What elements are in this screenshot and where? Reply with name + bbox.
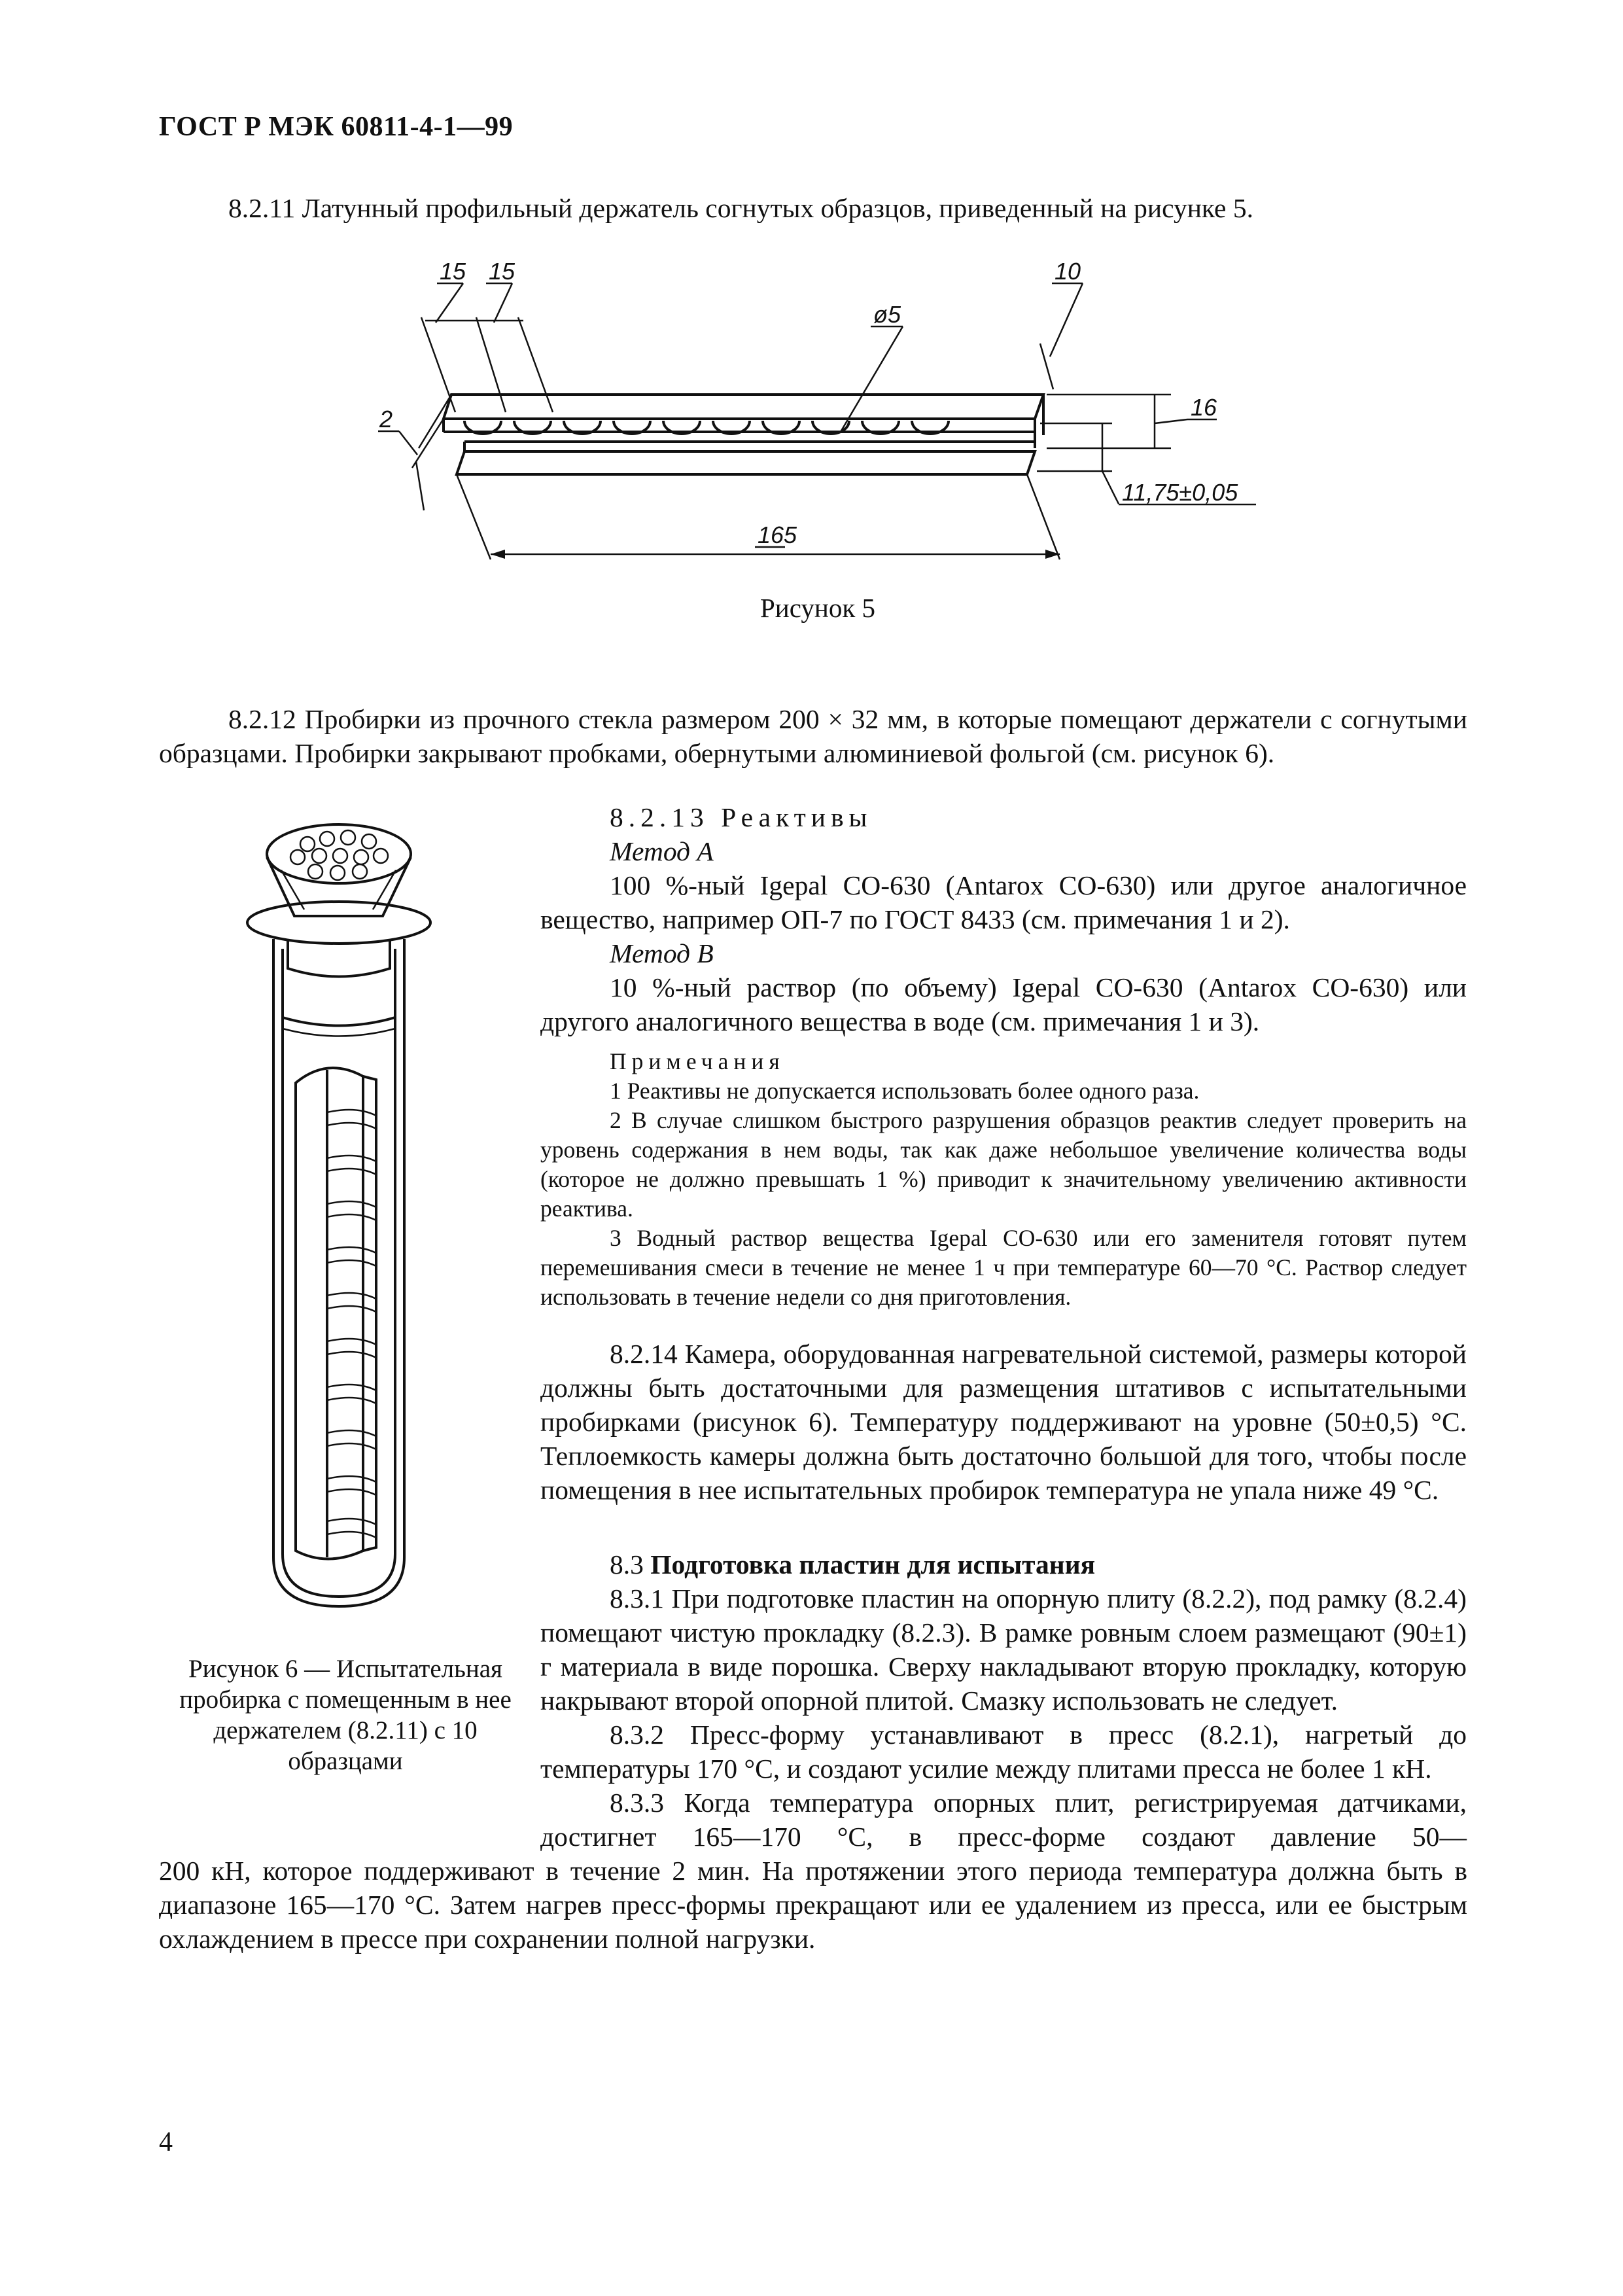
figure-5-drawing: [366, 252, 1282, 592]
method-b-text: 10 %-ный раствор (по объему) Igepal CO-630 (Antarox CO-630) или другого аналогичного вещества в воде (см. примечания 1 и 3).: [540, 972, 1467, 1036]
standard-header: ГОСТ Р МЭК 60811-4-1—99: [159, 112, 514, 142]
bent-samples: [327, 1110, 376, 1538]
method-a-text: 100 %-ный Igepal CO-630 (Antarox CO-630) или другое аналогичное вещество, например ОП-7 по ГОСТ 8433 (см. примечания 1 и 2).: [540, 870, 1467, 934]
section-8-2-12: 8.2.12 Пробирки из прочного стекла размером 200 × 32 мм, в которые помещают держатели с согнутыми образцами. Пробирки закрывают пробками, обернутыми алюминиевой фольгой (см. рисунок 6).: [159, 704, 1467, 768]
section-8-3-3-continuation: 200 кН, которое поддерживают в течение 2 мин. На протяжении этого периода температура должна быть в диапазоне 165—170 °С. Затем нагрев пресс-формы прекращают или ее удалением из пресса, или ее быстрым охлаждением в прессе при сохранении полной нагрузки.: [159, 1856, 1467, 1954]
stopper-holes: [290, 830, 388, 880]
section-8-3-number: 8.3: [610, 1549, 644, 1580]
figure-5-caption: Рисунок 5: [759, 593, 875, 623]
dim-15-a: 15: [440, 258, 466, 285]
page-number: 4: [159, 2127, 173, 2157]
dim-15-b: 15: [489, 258, 515, 285]
dim-10: 10: [1055, 258, 1081, 285]
section-8-3-title: Подготовка пластин для испытания: [650, 1549, 1096, 1580]
figure-6-caption: Рисунок 6 — Испытательная пробирка с помещенным в нее держателем (8.2.11) с 10 образцами: [179, 1655, 512, 1775]
note-3: 3 Водный раствор вещества Igepal CO-630 или его заменителя готовят путем перемешивания смеси в течение не менее 1 ч при температуре 60—70 °С. Раствор следует использовать в течение недели со дня приготовления.: [540, 1225, 1467, 1310]
note-1: 1 Реактивы не допускается использовать более одного раза.: [610, 1078, 1200, 1104]
method-a-title: Метод А: [610, 836, 714, 866]
section-8-3-3-start: 8.3.3 Когда температура опорных плит, регистрируемая датчиками, достигнет 165—170 °С, в пресс-форме создают давление 50—: [540, 1788, 1467, 1852]
note-2: 2 В случае слишком быстрого разрушения образцов реактив следует проверить на уровень содержания в нем воды, так как даже небольшое увеличение количества воды (которое не должно превышать 1 %) приводит к значительному увеличению активности реактива.: [540, 1107, 1467, 1222]
dim-11-75: 11,75±0,05: [1122, 479, 1238, 506]
section-8-3-2: 8.3.2 Пресс-форму устанавливают в пресс (8.2.1), нагретый до температуры 170 °С, и создают усилие между плитами пресса не более 1 кН.: [540, 1720, 1467, 1784]
section-8-2-14: 8.2.14 Камера, оборудованная нагревательной системой, размеры которой должны быть достаточными для размещения штативов с испытательными пробирками (рисунок 6). Температуру поддерживают на уровне (50±0,5) °С. Теплоемкость камеры должна быть достаточно большой для того, чтобы после помещения в нее испытательных пробирок температура не упала ниже 49 °С.: [540, 1339, 1467, 1505]
section-8-2-11: 8.2.11 Латунный профильный держатель согнутых образцов, приведенный на рисунке 5.: [228, 193, 1253, 223]
figure-6-drawing: [242, 818, 451, 1623]
section-8-2-13: [610, 800, 1467, 868]
dim-165: 165: [758, 521, 797, 548]
dim-hole-diameter: ø5: [873, 301, 901, 328]
dim-2: 2: [379, 406, 393, 433]
method-b-title: Метод В: [610, 938, 714, 968]
section-8-3-heading: [610, 1547, 1467, 1581]
notes-title: Примечания: [610, 1048, 785, 1074]
section-8-3-1: 8.3.1 При подготовке пластин на опорную плиту (8.2.2), под рамку (8.2.4) помещают чистую прокладку (8.2.3). В рамке ровным слоем размещают (90±1) г материала в виде порошка. Сверху накладывают вторую прокладку, которую накрывают второй опорной плитой. Смазку использовать не следует.: [540, 1583, 1467, 1716]
dim-16: 16: [1191, 394, 1217, 421]
reagents-title: 8.2.13 Реактивы: [610, 802, 873, 832]
